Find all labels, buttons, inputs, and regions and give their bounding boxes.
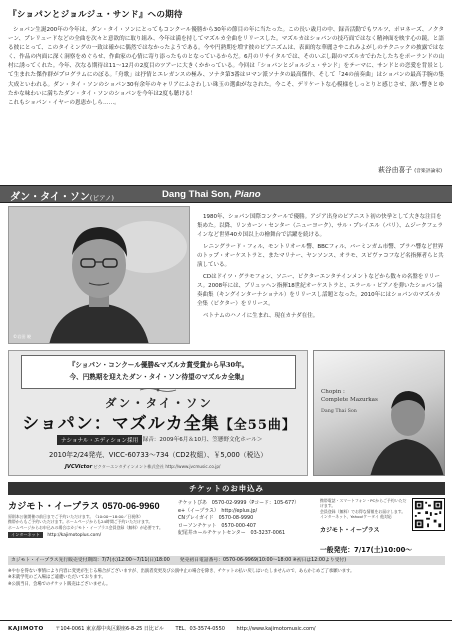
footer-address: 〒104-0061 東京都中央区銀座6-8-25 日比ビル (55, 626, 164, 632)
ornament-icon (138, 387, 178, 393)
cd-title (9, 409, 309, 434)
bio-paragraph: レニングラード・フィル、モントリオール響、BBCフィル、バーミンガム市響、プラハ響など世界のトップ・オーケストラと、またマリナー、ヤンソンス、オラモ、スピヴァコフなど名指揮者らと共演している。 (197, 243, 444, 269)
footer-tel[interactable]: TEL．03-3574-0550 (175, 626, 225, 632)
presale-period: カジモト・イープラス先行販売受付期間：7/7(水)12:00〜7/11(日)18:00 (11, 558, 170, 563)
ticket-note: ※未就学児のご入場はご遠慮いただいております。 (8, 575, 106, 581)
photo-credit: ©岩田 暁 (13, 334, 32, 339)
artist-photo (8, 206, 190, 344)
footer-web[interactable]: http://www.kajimotomusic.com/ (236, 626, 316, 632)
artist-name-jp (10, 188, 114, 203)
right-note: インターネット、Yahoo!ケータイ 他対応 (320, 514, 392, 520)
right-note: 携帯電話・スマートフォン・PCからご予約いただけます。 (320, 498, 407, 509)
footer-brand: KAJIMOTO (8, 626, 44, 632)
cd-title-suffix: 【全55曲】 (219, 418, 296, 433)
signature-name: 萩谷由喜子 (378, 166, 413, 174)
banner-line-2: 今、円熟期を迎えたダン・タイ・ソン待望のマズルカ全集』 (69, 373, 248, 381)
artist-bar (0, 185, 452, 203)
ticket-outlet[interactable]: チケットぴあ 0570-02-9999（Pコード：105-677） (178, 500, 300, 506)
main-outlet-url-row (8, 532, 178, 538)
essay-signature (378, 164, 442, 174)
cd-cover (313, 350, 445, 476)
main-outlet-url[interactable]: http://kajimotoplus.com/ (47, 533, 102, 539)
label-logo: JVCVictor (65, 464, 93, 470)
essay-closing: これもショパン・イヤーの恩恵かしら……。 (8, 99, 120, 106)
ticket-note: ※公演当日、会場でのチケット販売はございません。 (8, 581, 111, 587)
cd-release-info: 2010年2/24発売、VICC-60733〜734（CD2枚組）、￥5,000（税込） (49, 451, 268, 459)
main-note: 原則本公演開催の前日までご予約いただけます。（10:00〜18:00／日祝休） (8, 514, 143, 519)
qr-code-icon[interactable] (412, 498, 445, 531)
essay-body (8, 26, 444, 108)
banner-line-1: 『ショパン・コンクール優勝&マズルカ賞受賞から早30年。 (68, 361, 249, 369)
bio-paragraph: 1980年、ショパン国際コンクールで優勝。アジア出身のピアニスト初の快挙として大きな注目を集めた。以降、リンカーン・センター（ニューヨーク）、サル・プレイエル（パリ）、ムジークフェラインなど世界40カ国以上の檜舞台で活躍を続ける。 (197, 214, 443, 239)
main-note: ホームページからお申込みの場合はカジモト・イープラス会員登録（無料）が必要です。 (8, 524, 163, 530)
artist-name-en (162, 189, 261, 200)
ticket-header: チケットのお申込み (189, 484, 264, 493)
signature-role: (音楽評論家) (414, 169, 442, 174)
main-outlet-phone[interactable]: 0570-06-9960 (102, 501, 160, 511)
cd-banner (21, 355, 296, 389)
cover-line-2: Complete Mazurkas (321, 397, 378, 403)
ticket-outlets (178, 500, 338, 538)
general-sale-label: 一般発売 (320, 546, 348, 554)
ticket-outlet[interactable]: CNプレイガイド 0570-08-9990 (178, 515, 254, 522)
artist-role-en: Piano (234, 189, 261, 200)
cd-promo-box (8, 350, 308, 476)
cover-line-3: Dang Thai Son (321, 409, 357, 414)
footer (0, 620, 452, 640)
ticket-main-outlet (8, 498, 178, 550)
recording-info: ＜録音：2009年6月＆10月、笠懸野文化ホール＞ (137, 437, 263, 443)
main-outlet-title (8, 498, 178, 512)
essay-body-text: ショパン生誕200年の今年は、ダン・タイ・ソンにとってもコンクール優勝から30年の節目の年に当たった。この長い歳月の中、録音活動でもワルツ、ポロネーズ、ノクターン、プレリュードなどの全曲を次々と意欲的に取り組み、今年は満を持してマズルカ全曲をリリースした。マズルカはショパンの技巧面ではなく精神面を映す心の鏡。と語る彼にとって、このタイミングの一致は確かに偶然ではなかったようである。今や円熟期を増す彼のピアニズムは、表面的な華麗さやこれみよがしのテクニックの披露ではなく、作品の内面に深く洞察をめぐらせ、作曲家の心情に寄り添ったものとなっているからだ。6月のリサイタルでは、そのいぶし銀のマズルカでわたしたちをポーランドの山村に誘ってくれた。今年、次なる期待は11〜12月の2度目のツアーに大きくかかっている。今回は「ショパンとジョルジュ・サンド」をテーマに、サンドとの恋愛を背景として生まれた傑作群がプログラムにのぼる。「舟歌」は抒情とエレガンスの極み、ソナタ第3番はロマン派ソナタの最高傑作、そして「24の前奏曲」はショパンの最高手腕の集大成といわれる。ダン・タイ・ソンのショパン30有余年のキャリアにふさわしい珠玉の選曲がなされた。今こそ、デリケートな心模様をしっとりと感じさせ、深い響きとゆたかな味わいに満ちたダン・タイ・ソンのショパンを今年は2度も聴ける！ (8, 27, 445, 97)
label-text: ビクターエンタテインメント株式会社 http://www.jvcmusic.co.jp/ (93, 464, 221, 469)
right-note: 会員登録（無料）でお得な情報をお届けします。 (320, 508, 406, 514)
cd-title-text: ショパン：マズルカ全集 (22, 414, 220, 434)
essay-title: 『ショパンとジョルジュ・サンド』への期待 (8, 10, 183, 20)
ticket-outlet[interactable]: e+（イープラス） http://eplus.jp/ (178, 507, 258, 514)
cover-line-1: Chopin : (321, 389, 345, 395)
portrait-illustration (9, 207, 190, 344)
ticket-outlet[interactable]: ローソンチケット 0570-000-407 (178, 522, 257, 529)
ticket-note: ※やむを得ない事情により内容に変更が生じる場合がございますが、出演者変更及び公演中止の場合を除き、チケットの払い戻しはいたしませんので、あらかじめご了承願います。 (8, 569, 355, 574)
ticket-notes (8, 569, 445, 588)
right-outlet-name: カジモト・イープラス (320, 526, 380, 534)
main-outlet-notes (8, 514, 178, 530)
main-note: 携帯からもご予約いただけます。ホームページからも24時間ご予約いただけます。 (8, 519, 153, 525)
presale-phone: 発売初日電話番号：0570-06-9969(10:00〜18:00 ※初日は12:00より受付) (179, 558, 347, 563)
main-outlet-name: カジモト・イープラス (8, 501, 100, 512)
bio-paragraph: CDはドイツ・グラモフォン、ソニー、ビクターエンタテインメントなどから数々の名盤をリリース。2008年には、ブリュッヘン指揮18世紀オーケストラと、エラール・ピアノを弾いたショパン協奏曲集（キングインターナショナル）をリリースし話題となった。2010年にはショパンのマズルカ全集（ビクター）をリリース。 (197, 273, 443, 308)
bio-paragraph: ベトナムのハノイに生まれ、現在カナダ在住。 (203, 312, 319, 319)
ticket-header-bar (8, 482, 445, 495)
presale-row (8, 556, 445, 565)
cd-artist: ダン・タイ・ソン (105, 396, 213, 410)
artist-role-jp: (ピアノ) (89, 194, 114, 202)
essay-section (8, 8, 444, 184)
artist-bio (197, 213, 445, 323)
edition-tag: ナショナル・エディション採用 (57, 435, 142, 445)
general-sale-date: 7/17(土)10:00〜 (353, 546, 413, 554)
url-tag: インターネット (8, 532, 43, 538)
general-sale: 一般発売：7/17(土)10:00〜 (320, 546, 413, 554)
ticket-right-block (320, 498, 410, 534)
label-row (65, 464, 220, 470)
artist-name-en-text: Dang Thai Son, (162, 189, 235, 200)
artist-name-jp-text: ダン・タイ・ソン (10, 192, 90, 203)
ticket-outlet[interactable]: 紀尾井ホールチケットセンター 03-3237-0061 (178, 530, 286, 537)
